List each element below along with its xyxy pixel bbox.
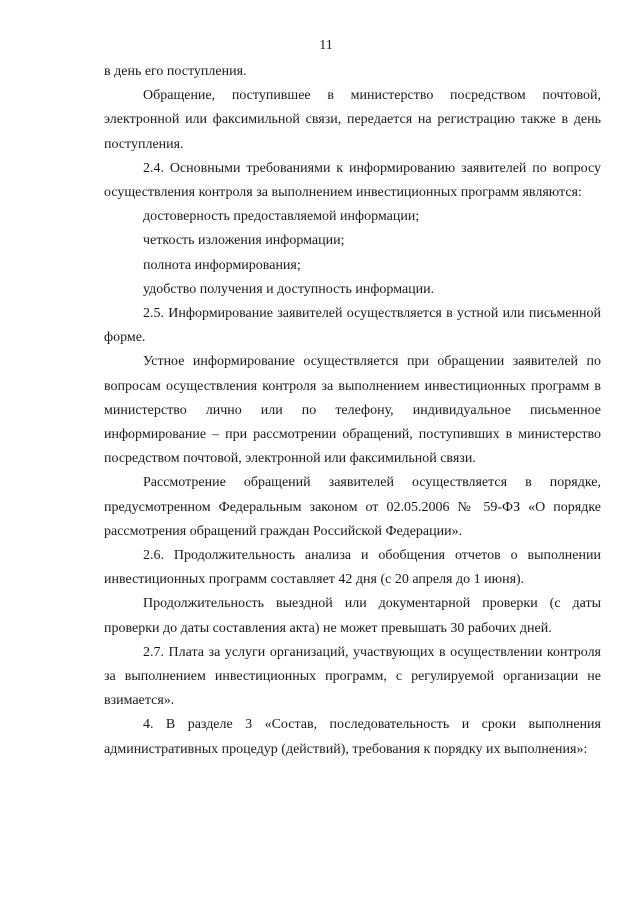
paragraph-registration: Обращение, поступившее в министерство посредством почтовой, электронной или факсимильной связи, передается на регистрацию также в день поступления. xyxy=(104,88,601,152)
page-number: 11 xyxy=(319,38,333,53)
paragraph-2-5: 2.5. Информирование заявителей осуществляется в устной или письменной форме. xyxy=(104,306,601,346)
paragraph-2-6: 2.6. Продолжительность анализа и обобщения отчетов о выполнении инвестиционных программ составляет 42 дня (с 20 апреля до 1 июня). xyxy=(104,548,601,588)
paragraph-2-7: 2.7. Плата за услуги организаций, участвующих в осуществлении контроля за выполнением инвестиционных программ, с регулируемой организации не взимается». xyxy=(104,644,601,709)
paragraph-oral-informing: Устное информирование осуществляется при обращении заявителей по вопросам осуществления контроля за выполнением инвестиционных программ в министерство лично или по телефону, индивидуальное письменное информирование – при рассмотрении обращений, поступивших в министерство посредством почтовой, электронной или факсимильной связи. xyxy=(104,354,601,467)
list-item-clarity: четкость изложения информации; xyxy=(143,233,345,249)
list-item-accessibility: удобство получения и доступность информации. xyxy=(143,281,435,297)
paragraph-inspection-duration: Продолжительность выездной или документарной проверки (с даты проверки до даты составления акта) не может превышать 30 рабочих дней. xyxy=(104,596,601,636)
paragraph-consideration: Рассмотрение обращений заявителей осуществляется в порядке, предусмотренном Федеральным законом от 02.05.2006 № 59-ФЗ «О порядке рассмотрения обращений граждан Российской Федерации». xyxy=(104,475,601,539)
paragraph-continuation: в день его поступления. xyxy=(104,64,247,79)
paragraph-section-3: 4. В разделе 3 «Состав, последовательность и сроки выполнения административных процедур (действий), требования к порядку их выполнения»: xyxy=(104,717,601,757)
paragraph-2-4: 2.4. Основными требованиями к информированию заявителей по вопросу осуществления контроля за выполнением инвестиционных программ являются: xyxy=(104,160,601,201)
list-item-reliability: достоверность предоставляемой информации; xyxy=(143,209,420,225)
list-item-completeness: полнота информирования; xyxy=(143,257,301,273)
document-body xyxy=(104,60,601,762)
